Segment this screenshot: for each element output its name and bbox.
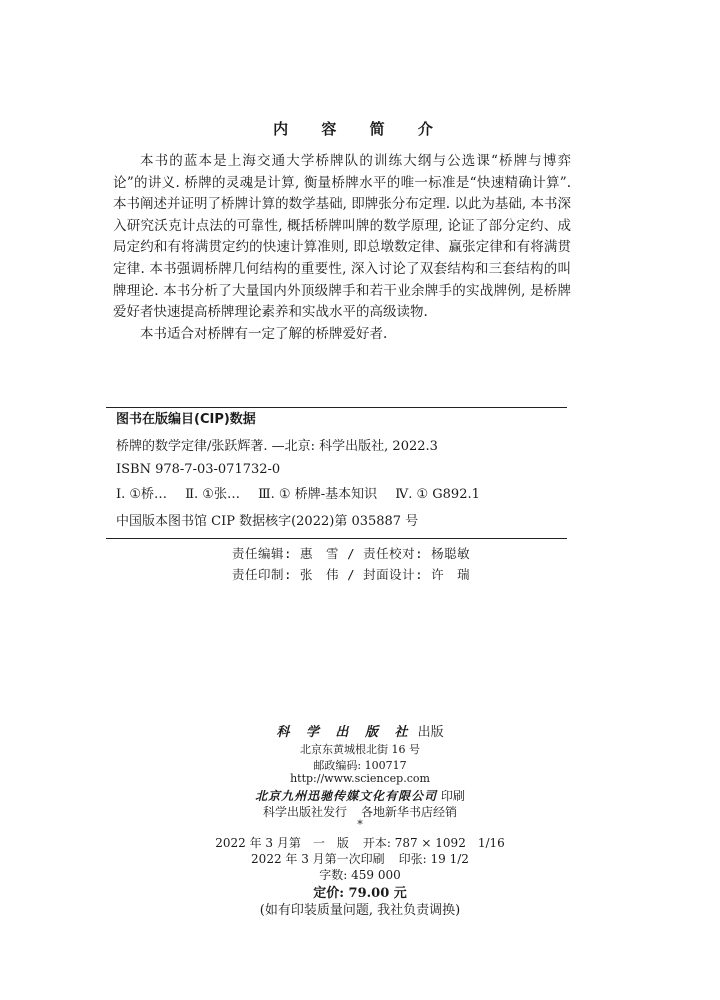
cip-line-1: 桥牌的数学定律/张跃辉著. —北京: 科学出版社, 2022.3	[116, 439, 438, 454]
distribution-left: 科学出版社发行	[262, 805, 347, 819]
abstract	[113, 151, 571, 345]
separator-star: *	[357, 818, 363, 831]
publisher-address: 北京东黄城根北街 16 号	[300, 743, 420, 756]
cip-class-4: Ⅳ. ① G892.1	[395, 487, 480, 502]
staff-line-2: 责任印制: 张 伟 / 封面设计: 许 瑞	[232, 567, 471, 582]
abstract-paragraph-1: 本书的蓝本是上海交通大学桥牌队的训练大纲与公选课“桥牌与博弈论”的讲义. 桥牌的灵魂是计算, 衡量桥牌水平的唯一标准是“快速精确计算”. 本书阐述并证明了桥牌计算的数学基础, 即牌张分布定理. 以此为基础, 本书深入研究沃克计点法的可靠性, 概括桥牌叫牌的数学原理, 论证了部分定约、成局定约和有将满贯定约的快速计算准则, 即总墩数定律、赢张定律和有将满贯定律. 本书强调桥牌几何结构的重要性, 深入讨论了双套结构和三套结构的叫牌理论. 本书分析了大量国内外顶级牌手和若干业余牌手的实战牌例, 是桥牌爱好者快速提高桥牌理论素养和实战水平的高级读物.	[113, 153, 571, 321]
cip-bottom-rule	[106, 538, 567, 539]
cip-class-2: Ⅱ. ①张…	[185, 487, 240, 502]
cip-isbn: ISBN 978-7-03-071732-0	[116, 462, 281, 477]
page-title: 内 容 简 介	[273, 120, 447, 138]
cip-classification	[116, 487, 494, 503]
word-count: 字数: 459 000	[319, 868, 401, 882]
price: 定价: 79.00 元	[313, 886, 407, 901]
edition-line	[0, 834, 720, 851]
quality-note: (如有印装质量问题, 我社负责调换)	[259, 903, 461, 918]
printing-line	[0, 850, 720, 867]
abstract-paragraph-2: 本书适合对桥牌有一定了解的桥牌爱好者.	[140, 325, 388, 342]
publisher-line	[0, 721, 720, 740]
cip-class-1: Ⅰ. ①桥…	[116, 487, 168, 502]
cip-class-3: Ⅲ. ① 桥牌-基本知识	[258, 487, 378, 502]
edition-right: 开本: 787 × 1092 1/16	[362, 836, 505, 850]
publisher-url: http://www.sciencep.com	[290, 772, 430, 785]
printing-right: 印张: 19 1/2	[398, 852, 469, 866]
cip-library: 中国版本图书馆 CIP 数据核字(2022)第 035887 号	[116, 514, 419, 529]
distribution-right: 各地新华书店经销	[361, 805, 458, 819]
publisher-suffix: 出版	[413, 725, 444, 740]
printer-line	[0, 787, 720, 804]
edition-left: 2022 年 3 月第 一 版	[215, 836, 349, 850]
cip-heading: 图书在版编目(CIP)数据	[116, 412, 256, 427]
publisher-postcode: 邮政编码: 100717	[313, 759, 407, 772]
publisher-name: 科 学 出 版 社	[276, 725, 414, 740]
staff-line-1: 责任编辑: 惠 雪 / 责任校对: 杨聪敏	[232, 546, 471, 561]
printing-left: 2022 年 3 月第一次印刷	[251, 852, 385, 866]
cip-top-rule	[106, 407, 567, 408]
printer-name: 北京九州迅驰传媒文化有限公司	[255, 789, 438, 803]
printer-suffix: 印刷	[437, 789, 465, 803]
